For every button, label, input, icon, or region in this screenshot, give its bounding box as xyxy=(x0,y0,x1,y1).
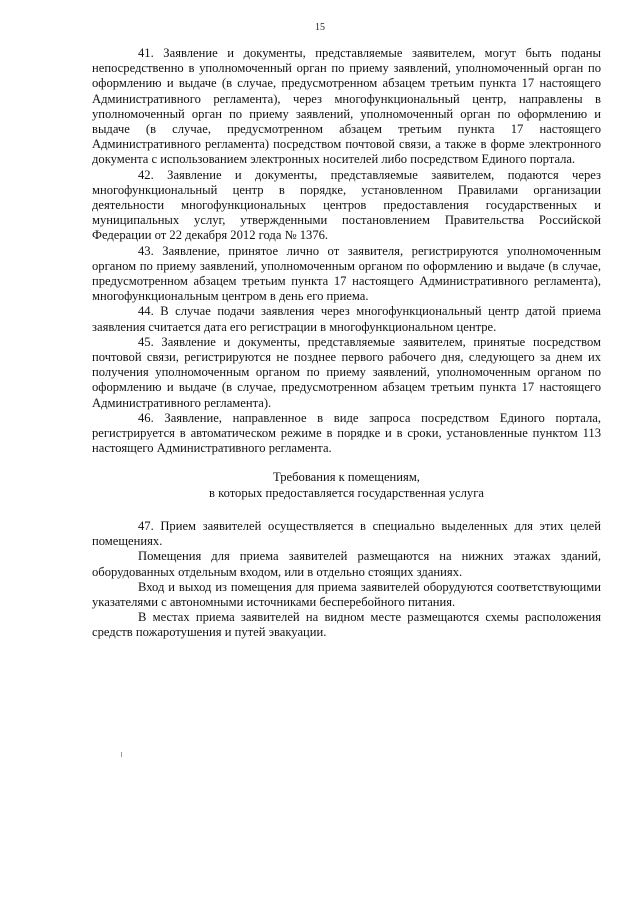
paragraph-premises: Помещения для приема заявителей размещаются на нижних этажах зданий, оборудованных отдельным входом, или в отдельно стоящих зданиях. xyxy=(92,549,601,579)
paragraph-entrance: Вход и выход из помещения для приема заявителей оборудуются соответствующими указателями с автономными источниками бесперебойного питания. xyxy=(92,579,601,609)
paragraph-44: 44. В случае подачи заявления через многофункциональный центр датой приема заявления считается дата его регистрации в многофункциональном центре. xyxy=(92,304,601,334)
document-body xyxy=(92,46,601,641)
paragraph-42: 42. Заявление и документы, представляемые заявителем, подаются через многофункциональный центр в порядке, установленном Правилами организации деятельности многофункциональных центров предоставления государственных и муниципальных услуг, утвержденными постановлением Правительства Российской Федерации от 22 декабря 2012 года № 1376. xyxy=(92,167,601,243)
paragraph-41: 41. Заявление и документы, представляемые заявителем, могут быть поданы непосредственно в уполномоченный орган по приему заявлений, уполномоченный орган по оформлению и выдаче (в случае, предусмотренном абзацем третьим пункта 17 настоящего Административного регламента), через многофункциональный центр, направлены в уполномоченный орган по приему заявлений, уполномоченный орган по оформлению и выдаче (в случае, предусмотренном абзацем третьим пункта 17 настоящего Административного регламента) посредством почтовой связи, а также в форме электронного документа с использованием электронных носителей либо посредством Единого портала. xyxy=(92,46,601,167)
section-heading-line-1: Требования к помещениям, xyxy=(273,470,420,485)
paragraph-45: 45. Заявление и документы, представляемые заявителем, принятые посредством почтовой связи, регистрируются не позднее первого рабочего дня, следующего за днем их получения уполномоченным органом по приему заявлений, уполномоченным органом по оформлению и выдаче (в случае, предусмотренном абзацем третьим пункта 17 настоящего Административного регламента). xyxy=(92,334,601,410)
paragraph-46: 46. Заявление, направленное в виде запроса посредством Единого портала, регистрируется в автоматическом режиме в порядке и в сроки, установленные пунктом 113 настоящего Административного регламента. xyxy=(92,410,601,456)
paragraph-evacuation: В местах приема заявителей на видном месте размещаются схемы расположения средств пожаротушения и путей эвакуации. xyxy=(92,610,601,640)
page-number: 15 xyxy=(315,22,325,33)
paragraph-47: 47. Прием заявителей осуществляется в специально выделенных для этих целей помещениях. xyxy=(92,518,601,549)
scan-mark xyxy=(121,752,122,757)
section-heading-line-2: в которых предоставляется государственная услуга xyxy=(209,485,484,500)
paragraph-43: 43. Заявление, принятое лично от заявителя, регистрируются уполномоченным органом по приему заявлений, уполномоченным органом по оформлению и выдаче (в случае, предусмотренном абзацем третьим пункта 17 настоящего Административного регламента), многофункциональным центром в день его приема. xyxy=(92,243,601,304)
section-heading xyxy=(92,470,601,500)
